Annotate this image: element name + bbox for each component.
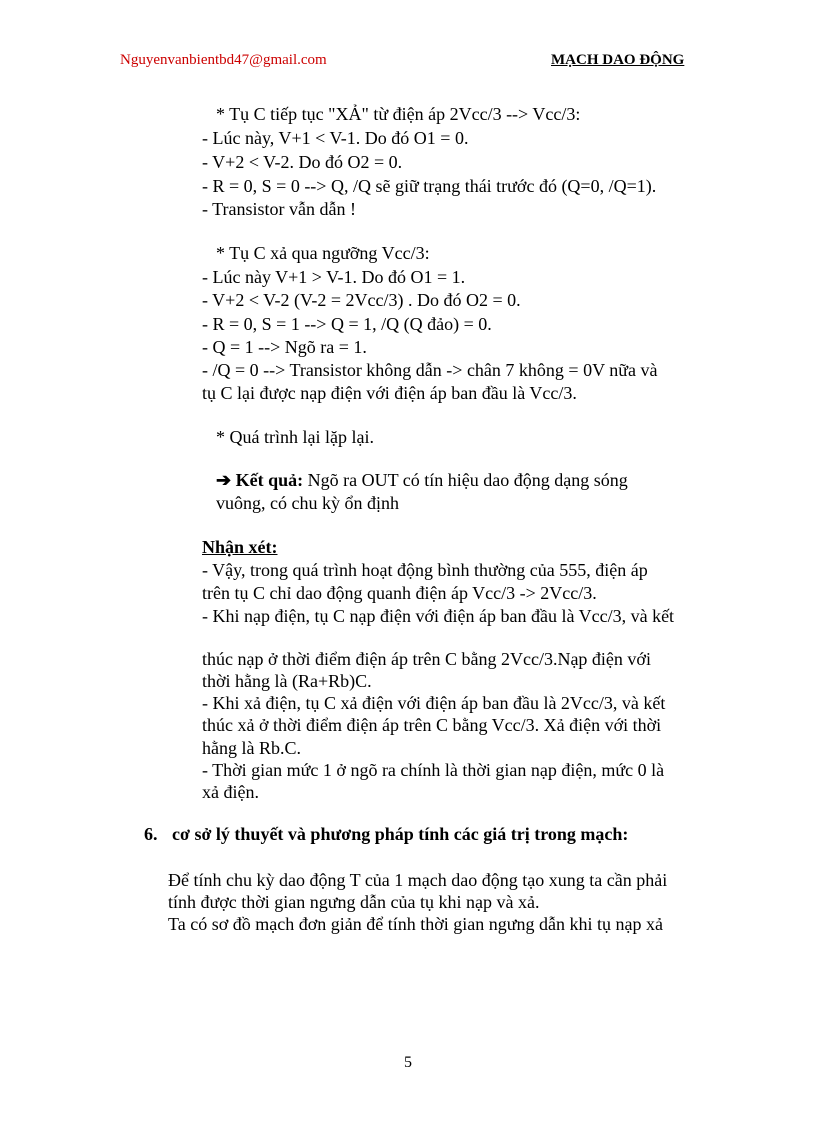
discharge-line: - Lúc này, V+1 < V-1. Do đó O1 = 0. xyxy=(202,128,469,148)
remarks-line: trên tụ C chỉ dao động quanh điện áp Vcc/3 -> 2Vcc/3. xyxy=(202,583,597,603)
right-arrow-icon: ➔ xyxy=(216,470,232,490)
result-line xyxy=(216,469,628,491)
result-line-2: vuông, có chu kỳ ổn định xyxy=(216,493,399,513)
page-number: 5 xyxy=(404,1054,412,1071)
threshold-line: tụ C lại được nạp điện với điện áp ban đầu là Vcc/3. xyxy=(202,383,577,403)
repeat-note: * Quá trình lại lặp lại. xyxy=(216,427,374,447)
section-paragraph-line: tính được thời gian ngưng dẫn của tụ khi nạp và xả. xyxy=(168,892,540,912)
threshold-line: - V+2 < V-2 (V-2 = 2Vcc/3) . Do đó O2 = 0. xyxy=(202,290,521,310)
section-number: 6. xyxy=(144,824,158,844)
discharge-line: - Transistor vẫn dẫn ! xyxy=(202,199,356,219)
result-label: Kết quả: xyxy=(235,470,304,490)
section-paragraph-line: Ta có sơ đồ mạch đơn giản để tính thời gian ngưng dẫn khi tụ nạp xả xyxy=(168,914,663,934)
discharge-line: - R = 0, S = 0 --> Q, /Q sẽ giữ trạng thái trước đó (Q=0, /Q=1). xyxy=(202,176,657,196)
threshold-line: - Q = 1 --> Ngõ ra = 1. xyxy=(202,337,367,357)
remarks-line: thúc nạp ở thời điểm điện áp trên C bằng 2Vcc/3.Nạp điện với xyxy=(202,649,651,669)
remarks-line: - Thời gian mức 1 ở ngõ ra chính là thời gian nạp điện, mức 0 là xyxy=(202,760,665,780)
threshold-line: - /Q = 0 --> Transistor không dẫn -> chân 7 không = 0V nữa và xyxy=(202,360,658,380)
remarks-line: hằng là Rb.C. xyxy=(202,738,301,758)
remarks-line: - Khi xả điện, tụ C xả điện với điện áp ban đầu là 2Vcc/3, và kết xyxy=(202,693,666,713)
remarks-line: thúc xả ở thời điểm điện áp trên C bằng Vcc/3. Xả điện với thời xyxy=(202,715,662,735)
remarks-line: xả điện. xyxy=(202,782,259,802)
section-paragraph-line: Để tính chu kỳ dao động T của 1 mạch dao động tạo xung ta cần phải xyxy=(168,870,668,890)
remarks-line: - Vậy, trong quá trình hoạt động bình thường của 555, điện áp xyxy=(202,560,648,580)
author-email: Nguyenvanbientbd47@gmail.com xyxy=(120,52,327,68)
section-title: cơ sở lý thuyết và phương pháp tính các giá trị trong mạch: xyxy=(172,824,629,844)
threshold-line: - Lúc này V+1 > V-1. Do đó O1 = 1. xyxy=(202,267,466,287)
discharge-block-title: * Tụ C tiếp tục "XẢ" từ điện áp 2Vcc/3 --> Vcc/3: xyxy=(216,104,581,124)
remarks-heading: Nhận xét: xyxy=(202,537,278,557)
discharge-line: - V+2 < V-2. Do đó O2 = 0. xyxy=(202,152,403,172)
remarks-line: thời hằng là (Ra+Rb)C. xyxy=(202,671,372,691)
result-text: Ngõ ra OUT có tín hiệu dao động dạng sóng xyxy=(307,470,628,490)
threshold-line: - R = 0, S = 1 --> Q = 1, /Q (Q đảo) = 0. xyxy=(202,314,492,334)
remarks-line: - Khi nạp điện, tụ C nạp điện với điện áp ban đầu là Vcc/3, và kết xyxy=(202,606,675,626)
document-header-title: MẠCH DAO ĐỘNG xyxy=(551,52,685,68)
threshold-block-title: * Tụ C xả qua ngưỡng Vcc/3: xyxy=(216,243,430,263)
